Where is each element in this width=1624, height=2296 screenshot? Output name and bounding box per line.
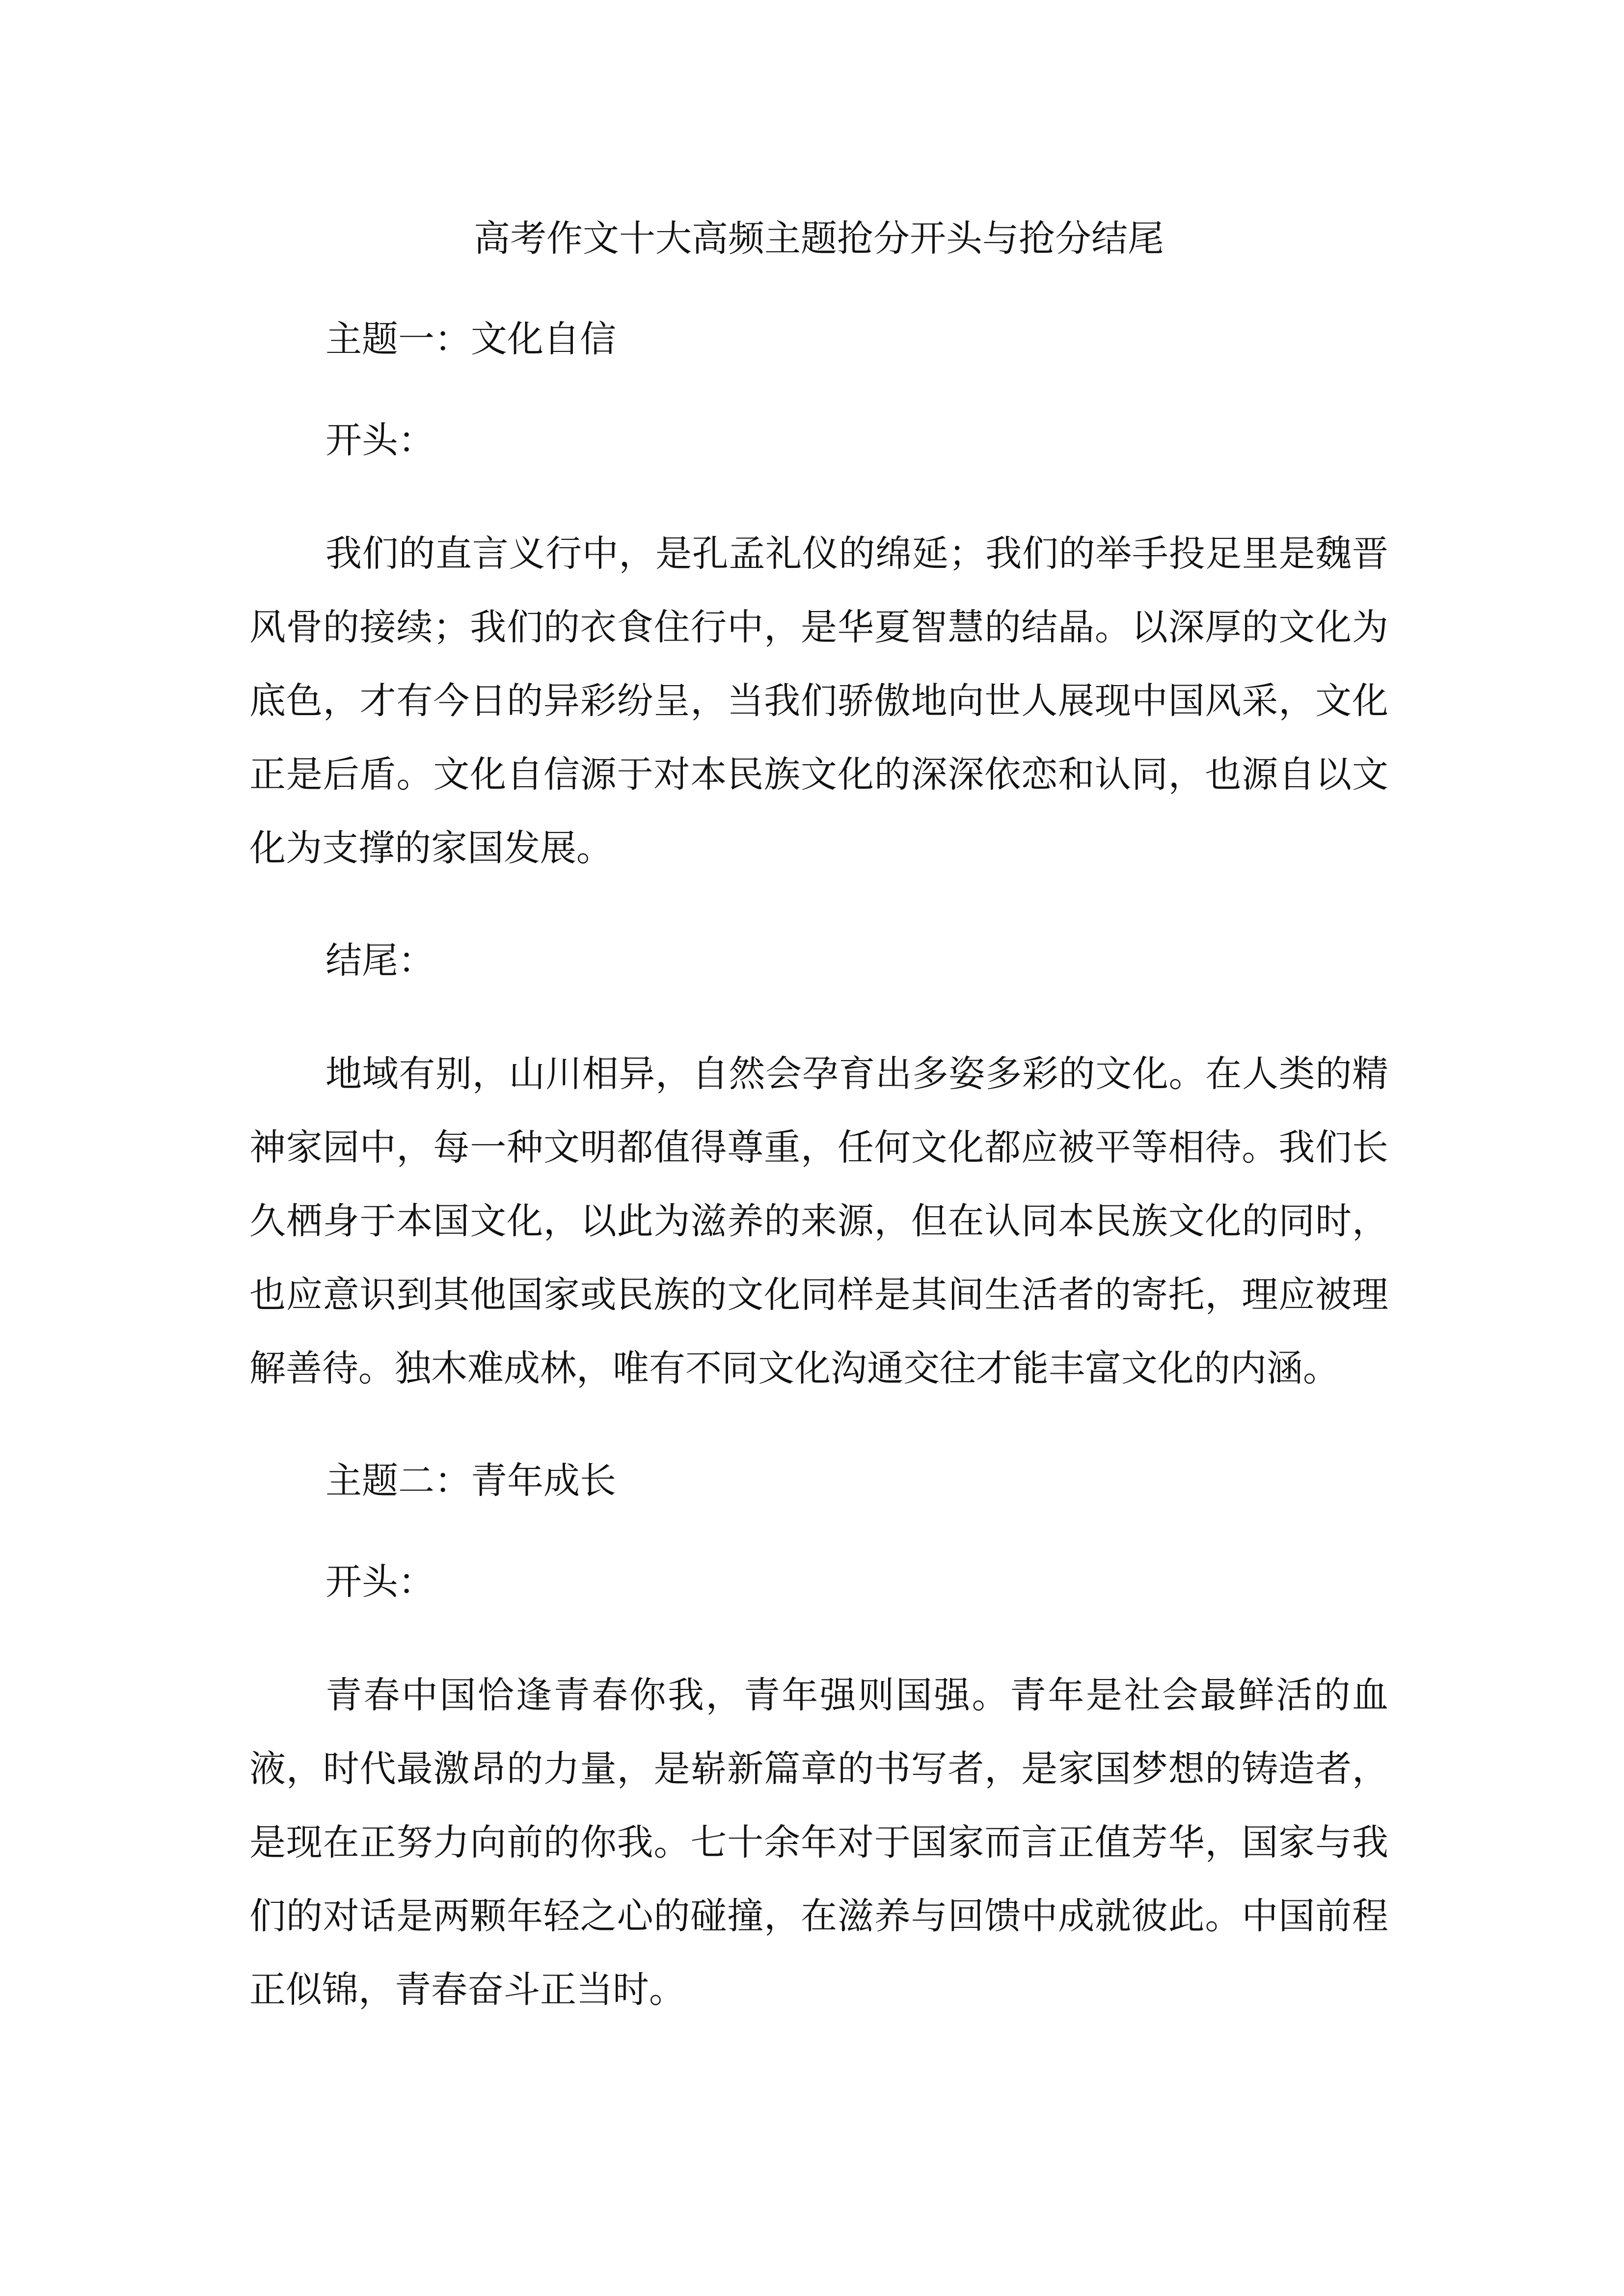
section-2-opening-label: 开头： (325, 1561, 434, 1603)
document-body (249, 214, 1388, 2077)
section-2-heading: 主题二：青年成长 (325, 1460, 616, 1502)
section-1-ending-label: 结尾： (325, 939, 434, 982)
section-1-ending-text: 地域有别，山川相异，自然会孕育出多姿多彩的文化。在人类的精神家园中，每一种文明都值得尊重，任何文化都应被平等相待。我们长久栖身于本国文化，以此为滋养的来源，但在认同本民族文化的同时，也应意识到其他国家或民族的文化同样是其间生活者的寄托，理应被理解善待。独木难成林，唯有不同文化沟通交往才能丰富文化的内涵。 (249, 1053, 1388, 1389)
section-1-opening-text: 我们的直言义行中，是孔孟礼仪的绵延；我们的举手投足里是魏晋风骨的接续；我们的衣食住行中，是华夏智慧的结晶。以深厚的文化为底色，才有今日的异彩纷呈，当我们骄傲地向世人展现中国风采，文化正是后盾。文化自信源于对本民族文化的深深依恋和认同，也源自以文化为支撑的家国发展。 (249, 533, 1388, 869)
section-2-opening-text: 青春中国恰逢青春你我，青年强则国强。青年是社会最鲜活的血液，时代最激昂的力量，是崭新篇章的书写者，是家国梦想的铸造者，是现在正努力向前的你我。七十余年对于国家而言正值芳华，国家与我们的对话是两颗年轻之心的碰撞，在滋养与回馈中成就彼此。中国前程正似锦，青春奋斗正当时。 (249, 1674, 1388, 2011)
document-title: 高考作文十大高频主题抢分开头与抢分结尾 (474, 217, 1164, 260)
section-1-heading: 主题一：文化自信 (325, 318, 616, 360)
section-1-opening-label: 开头： (325, 419, 434, 461)
